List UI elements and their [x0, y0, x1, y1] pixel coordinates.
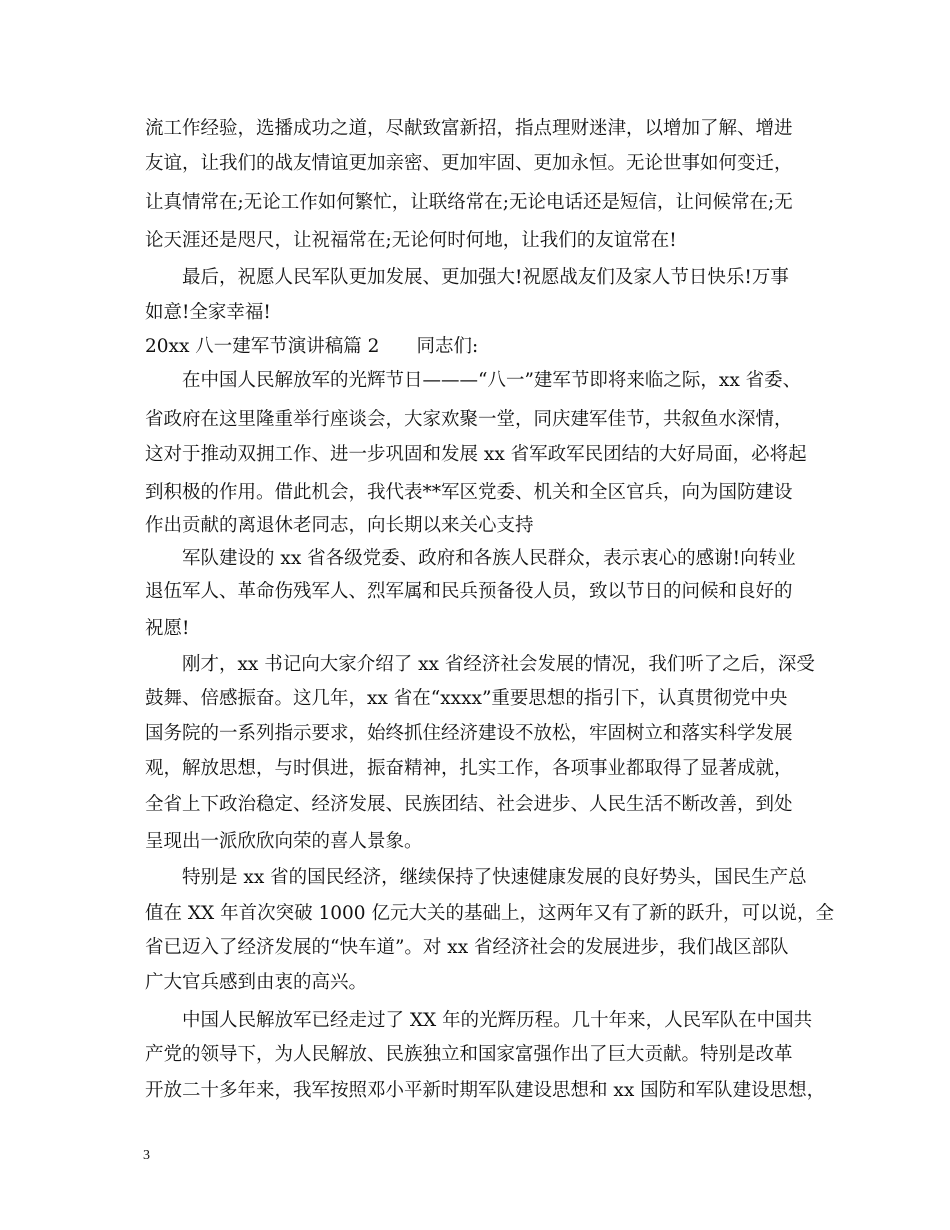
- text-line: 到积极的作用。借此机会，我代表**军区党委、机关和全区官兵，向为国防建设: [145, 482, 793, 503]
- text-line: 值在 XX 年首次突破 1000 亿元大关的基础上，这两年又有了新的跃升，可以说，全: [145, 903, 834, 924]
- text-line: 最后，祝愿人民军队更加发展、更加强大!祝愿战友们及家人节日快乐!万事: [182, 267, 789, 288]
- text-line: 祝愿!: [145, 618, 190, 639]
- text-line: 观，解放思想，与时俱进，振奋精神，扎实工作，各项事业都取得了显著成就，: [145, 758, 793, 779]
- text-line: 这对于推动双拥工作、进一步巩固和发展 xx 省军政军民团结的大好局面，必将起: [145, 444, 807, 465]
- text-line: 广大官兵感到由衷的高兴。: [145, 972, 368, 993]
- text-line: 退伍军人、革命伤残军人、烈军属和民兵预备役人员，致以节日的问候和良好的: [145, 581, 793, 602]
- text-line: 在中国人民解放军的光辉节日———“八一”建军节即将来临之际，xx 省委、: [182, 370, 802, 391]
- text-line: 特别是 xx 省的国民经济，继续保持了快速健康发展的良好势头，国民生产总: [182, 867, 807, 888]
- text-line: 刚才，xx 书记向大家介绍了 xx 省经济社会发展的情况，我们听了之后，深受: [182, 654, 815, 675]
- text-line: 流工作经验，选播成功之道，尽献致富新招，指点理财迷津，以增加了解、增进: [145, 118, 793, 139]
- text-line: 友谊，让我们的战友情谊更加亲密、更加牢固、更加永恒。无论世事如何变迁，: [145, 153, 793, 174]
- text-line: 省已迈入了经济发展的“快车道”。对 xx 省经济社会的发展进步，我们战区部队: [145, 937, 789, 958]
- text-line: 中国人民解放军已经走过了 XX 年的光辉历程。几十年来，人民军队在中国共: [182, 1010, 813, 1031]
- text-line: 军队建设的 xx 省各级党委、政府和各族人民群众，表示衷心的感谢!向转业: [182, 548, 796, 569]
- text-line: 全省上下政治稳定、经济发展、民族团结、社会进步、人民生活不断改善，到处: [145, 794, 793, 815]
- text-line: 鼓舞、倍感振奋。这几年，xx 省在“xxxx”重要思想的指引下，认真贯彻党中央: [145, 688, 788, 709]
- text-line: 省政府在这里隆重举行座谈会，大家欢聚一堂，同庆建军佳节，共叙鱼水深情，: [145, 409, 793, 430]
- text-line: 让真情常在;无论工作如何繁忙，让联络常在;无论电话还是短信，让问候常在;无: [145, 192, 793, 213]
- text-line: 如意!全家幸福!: [145, 302, 271, 323]
- text-line: 开放二十多年来，我军按照邓小平新时期军队建设思想和 xx 国防和军队建设思想，: [145, 1080, 826, 1101]
- section-heading: 20xx 八一建军节演讲稿篇 2 同志们:: [145, 336, 479, 357]
- text-line: 产党的领导下，为人民解放、民族独立和国家富强作出了巨大贡献。特别是改革: [145, 1044, 793, 1065]
- text-line: 呈现出一派欣欣向荣的喜人景象。: [145, 831, 423, 852]
- text-line: 国务院的一系列指示要求，始终抓住经济建设不放松，牢固树立和落实科学发展: [145, 723, 793, 744]
- text-line: 论天涯还是咫尺，让祝福常在;无论何时何地，让我们的友谊常在!: [145, 230, 677, 251]
- page-number: 3: [143, 1148, 150, 1163]
- text-line: 作出贡献的离退休老同志，向长期以来关心支持: [145, 515, 534, 536]
